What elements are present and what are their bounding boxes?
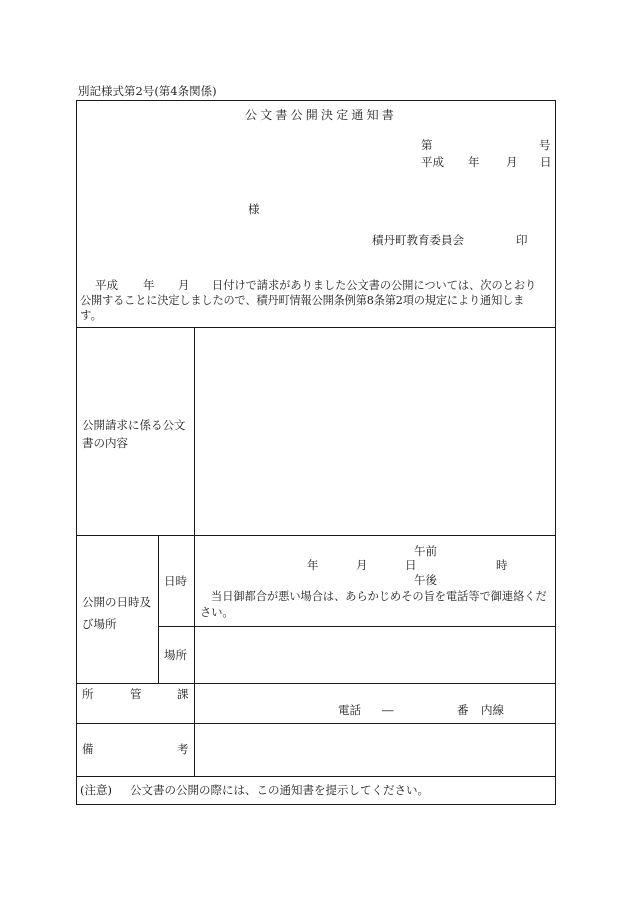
schedule-note: 当日御都合が悪い場合は、あらかじめその旨を電話等で御連絡ください。 (200, 590, 547, 619)
place-sublabel: 場所 (164, 648, 187, 662)
notice-line3: す。 (80, 308, 103, 322)
datetime-day: 日 (405, 558, 417, 572)
issuer-seal: 印 (516, 233, 528, 247)
phone-dash: ― (382, 703, 394, 717)
notice-year: 年 (143, 278, 155, 292)
date-day: 日 (540, 155, 552, 169)
am-label: 午前 (414, 544, 437, 558)
datetime-hour: 時 (496, 558, 508, 572)
content-field[interactable] (196, 329, 554, 533)
date-year: 年 (468, 155, 480, 169)
phone-label: 電話 (338, 703, 361, 717)
remarks-label-c1: 備 (82, 742, 94, 756)
date-month: 月 (506, 155, 518, 169)
addressee-suffix: 様 (248, 202, 260, 216)
remarks-label-c2: 考 (177, 742, 189, 756)
footer-note-prefix: (注意) (80, 783, 112, 797)
notice-line2: 公開することに決定しましたので、積丹町情報公開条例第8条第2項の規定により通知しま (80, 294, 525, 307)
datetime-month: 月 (356, 558, 368, 572)
footer-note-text: 公文書の公開の際には、この通知書を提示してください。 (130, 783, 429, 797)
remarks-field[interactable] (196, 725, 554, 775)
datetime-year: 年 (307, 558, 319, 572)
phone-ban: 番 (457, 703, 469, 717)
issuer-name: 積丹町教育委員会 (372, 233, 464, 247)
department-label-c1: 所 (82, 687, 94, 701)
datetime-sublabel: 日時 (164, 574, 187, 588)
notice-month: 月 (178, 278, 190, 292)
date-era: 平成 (421, 155, 444, 169)
department-label-c2: 管 (130, 687, 142, 701)
doc-number-dai: 第 (421, 138, 433, 152)
department-label-c3: 課 (177, 687, 189, 701)
notice-line1-rest: 日付けで請求がありました公文書の公開については、次のとおり (212, 279, 537, 292)
datetime-place-label: 公開の日時及び場所 (82, 595, 151, 631)
page-title: 公文書公開決定通知書 (245, 108, 398, 122)
form-label: 別記様式第2号(第4条関係) (78, 84, 217, 98)
notice-era: 平成 (95, 278, 118, 292)
place-field[interactable] (196, 628, 554, 682)
pm-label: 午後 (414, 573, 437, 587)
content-label: 公開請求に係る公文書の内容 (82, 418, 186, 450)
phone-ext: 内線 (481, 703, 504, 717)
doc-number-go: 号 (539, 138, 551, 152)
